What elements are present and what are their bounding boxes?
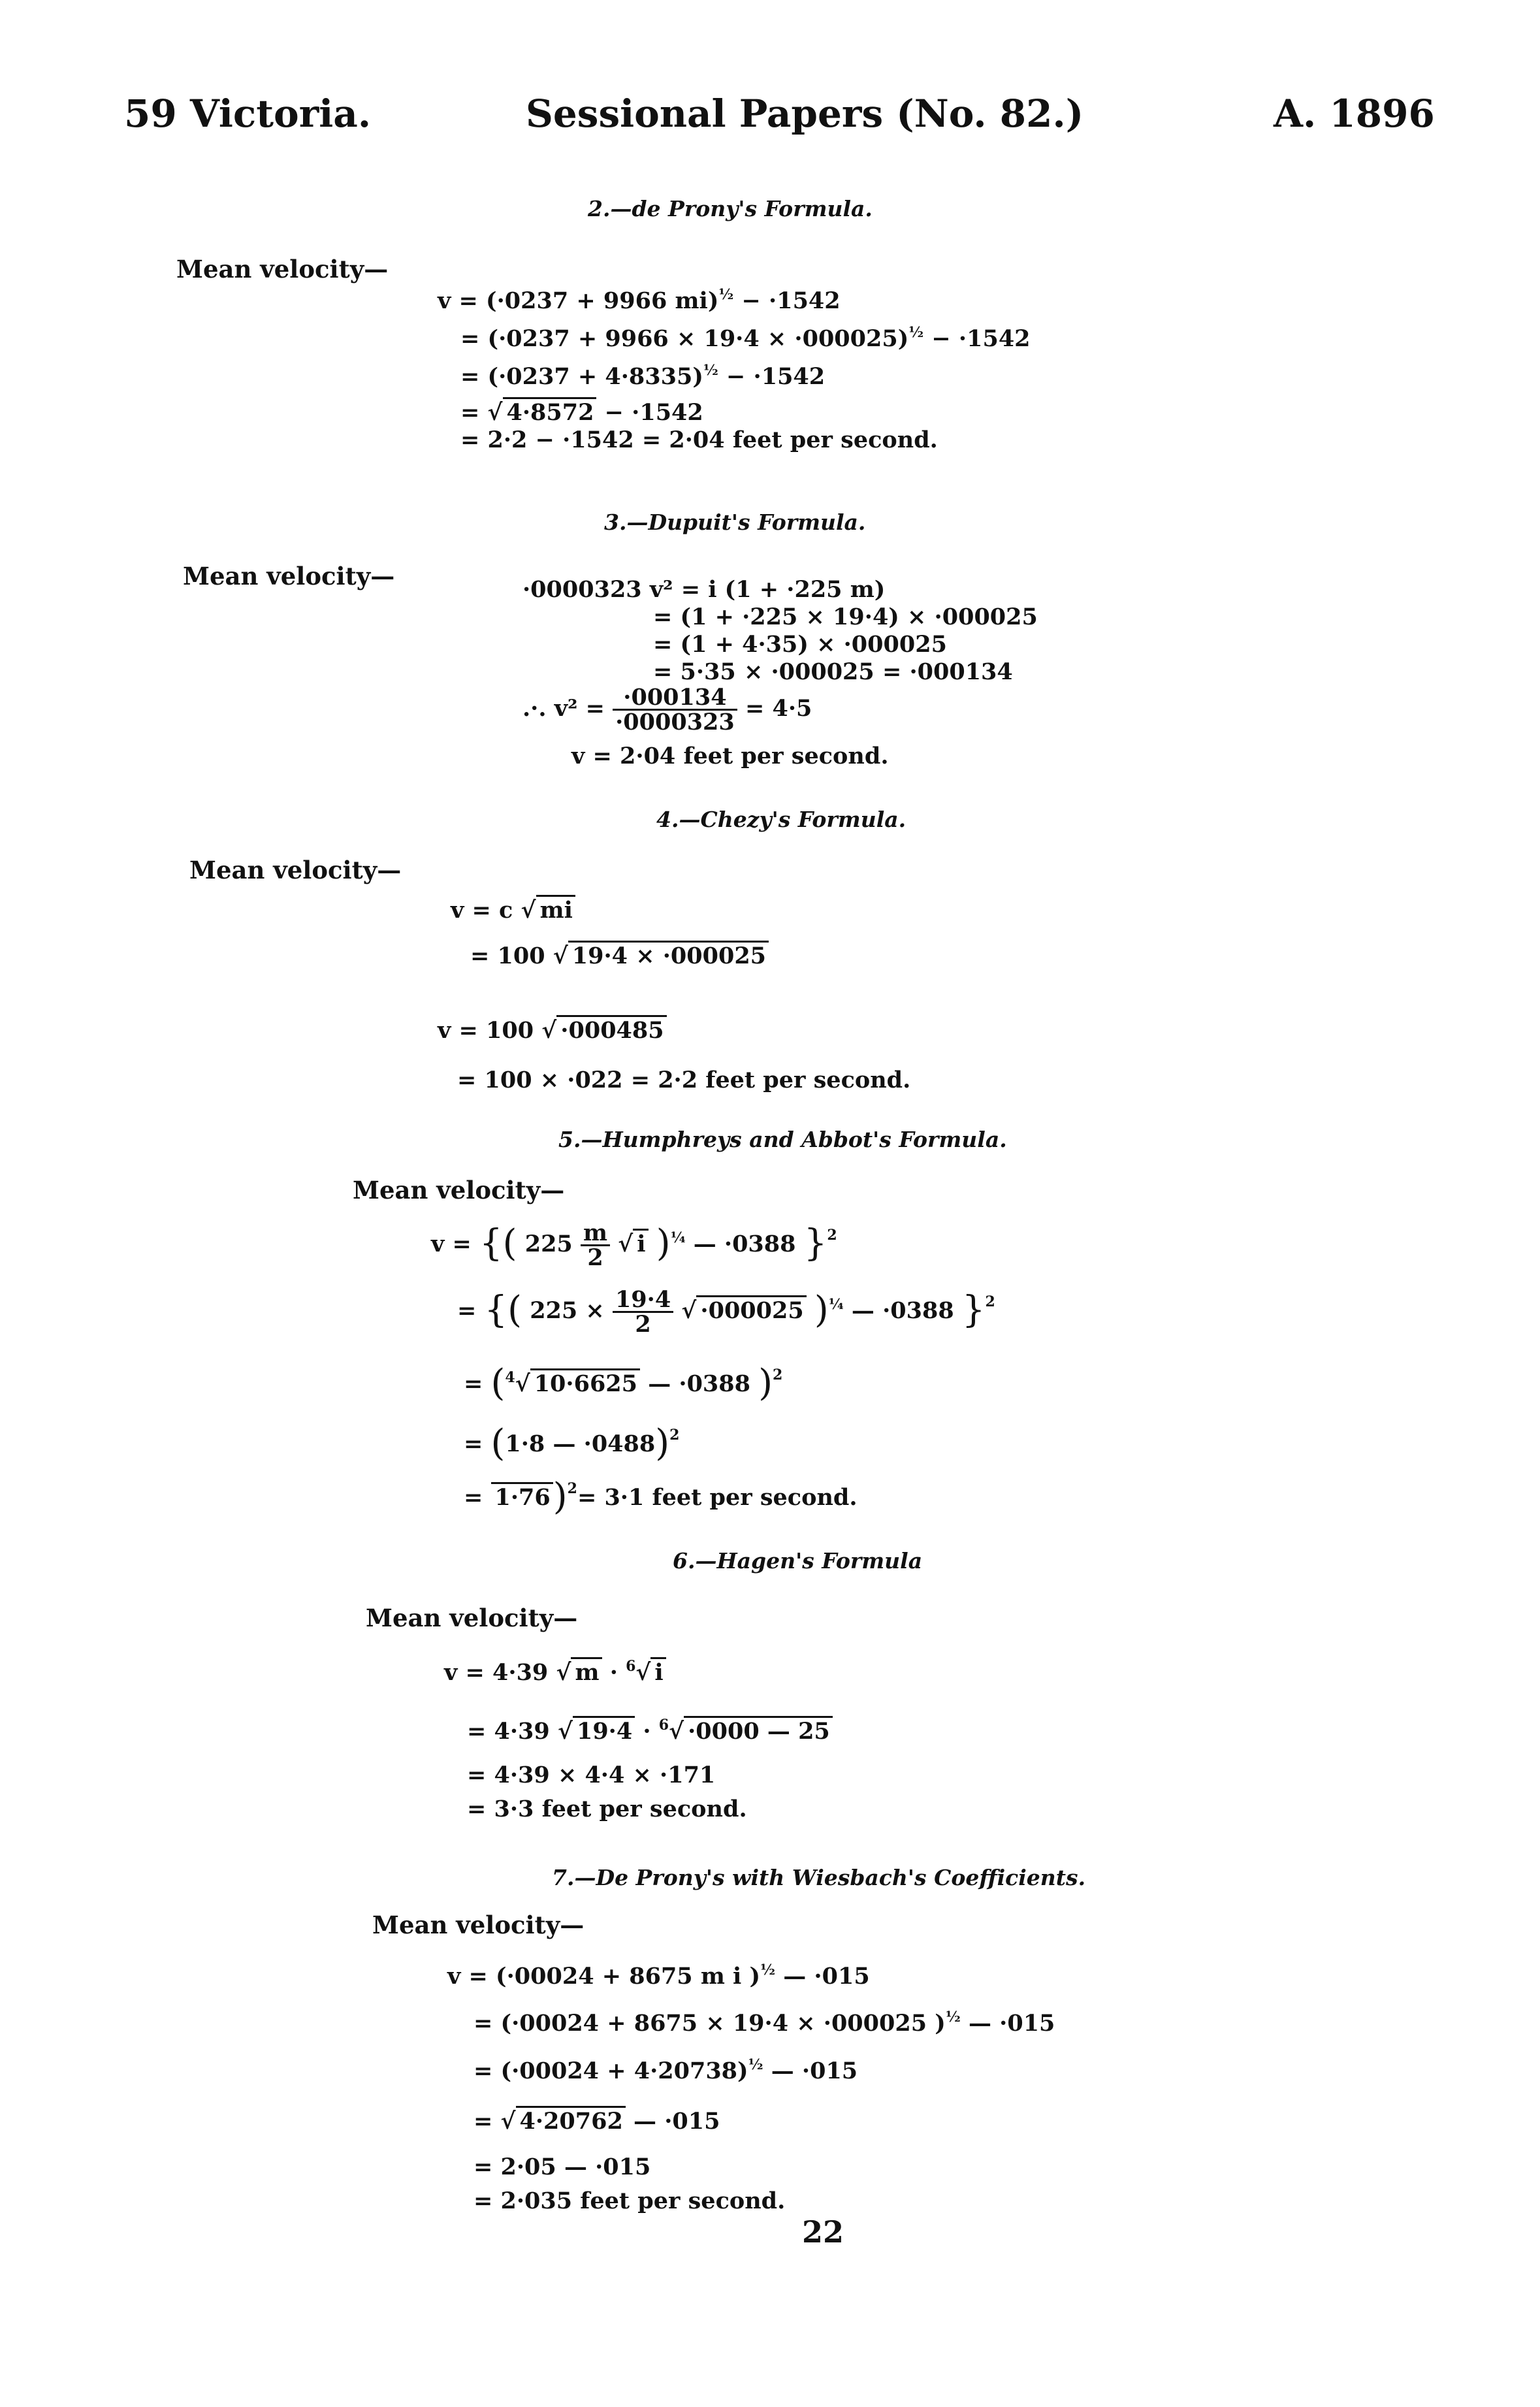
- eq-line: = 5·35 × ·000025 = ·000134: [653, 658, 1013, 685]
- mean-velocity-label: Mean velocity—: [353, 1176, 565, 1204]
- eq-line: = $(\cdot 0237 + 9966 \times 19\cdot 4 \times \cdot 000025)^{\frac{1}{2}} - \cdot 1542$: [460, 324, 1031, 352]
- section-3-title: 3.—Dupuit's Formula.: [604, 509, 866, 535]
- eq-line: = $(\cdot 0237 + 4\cdot 8335)^{\frac{1}{2}} - \cdot 1542$: [460, 362, 826, 390]
- eq-line: = 100 × ·022 = 2·2 feet per second.: [457, 1067, 911, 1093]
- eq-line: v = 2·04 feet per second.: [571, 743, 889, 769]
- eq-line: = 3·3 feet per second.: [467, 1796, 747, 1822]
- header-left: 59 Victoria.: [124, 91, 372, 136]
- eq-line: = ($^4$√ 10·6625 — ·0388 )$^2$: [464, 1362, 783, 1404]
- eq-line: = √ 4·20762 — ·015: [473, 2110, 720, 2133]
- section-5-title: 5.—Humphreys and Abbot's Formula.: [558, 1127, 1007, 1152]
- eq-line: = 4·39 √ 19·4 · $^6$√ ·0000 — 25: [467, 1718, 833, 1743]
- eq-line: = 2·2 − ·1542 = 2·04 feet per second.: [460, 427, 938, 453]
- section-2-title: 2.—de Prony's Formula.: [588, 196, 873, 221]
- page-number: 22: [802, 2214, 844, 2250]
- eq-line: .·. v² = $\frac{\cdot 000134}{\cdot 0000323}$ = 4·5: [522, 684, 812, 735]
- section-4-title: 4.—Chezy's Formula.: [656, 807, 906, 832]
- header-center: Sessional Papers (No. 82.): [526, 91, 1084, 136]
- eq-line: v = c √ mi: [451, 899, 575, 922]
- eq-line: = 100 √ 19·4 × ·000025: [470, 945, 769, 967]
- eq-line: v = {( 225 $\frac{m}{2}$ √ i )$^{\frac{1}{4}}$ — ·0388 }$^2$: [431, 1220, 837, 1271]
- section-6-title: 6.—Hagen's Formula: [673, 1548, 923, 1574]
- mean-velocity-label: Mean velocity—: [366, 1604, 578, 1632]
- eq-line: v = 4·39 √ m · $^6$√ i: [444, 1659, 666, 1684]
- mean-velocity-label: Mean velocity—: [189, 856, 402, 884]
- eq-line: v = 100 √ ·000485: [438, 1019, 667, 1042]
- eq-line: = (1 + 4·35) × ·000025: [653, 631, 947, 658]
- eq-line: = 2·035 feet per second.: [473, 2188, 786, 2214]
- eq-line: = (1 + ·225 × 19·4) × ·000025: [653, 604, 1038, 630]
- eq-line: v = (·00024 + 8675 m i )$^{\frac{1}{2}}$ — ·015: [447, 1962, 870, 1990]
- eq-line: v = (·0237 + 9966 mi)$^{\frac{1}{2}}$ − ·1542: [438, 286, 841, 314]
- mean-velocity-label: Mean velocity—: [183, 562, 395, 590]
- eq-line: = 4·39 × 4·4 × ·171: [467, 1762, 716, 1788]
- section-7-title: 7.—De Prony's with Wiesbach's Coefficients.: [552, 1865, 1086, 1890]
- eq-line: = $(\cdot 00024 + 4\cdot 20738)^{\frac{1}{2}}$ — ·015: [473, 2056, 858, 2084]
- eq-line: = √ 4·8572 − ·1542: [460, 401, 703, 424]
- eq-line: = {( 225 × $\frac{19\cdot 4}{2}$ √ ·000025 )$^{\frac{1}{4}}$ — ·0388 }$^2$: [457, 1286, 995, 1338]
- eq-line: = (·00024 + 8675 × 19·4 × ·000025 )$^{\frac{1}{2}}$ — ·015: [473, 2009, 1055, 2037]
- eq-line: ·0000323 v² = i (1 + ·225 m): [522, 576, 886, 603]
- header-right: A. 1896: [1274, 91, 1435, 136]
- eq-line: = 2·05 — ·015: [473, 2154, 651, 2180]
- mean-velocity-label: Mean velocity—: [176, 255, 389, 283]
- eq-line: = 1·76)$^2$= 3·1 feet per second.: [464, 1476, 858, 1518]
- eq-line: = (1·8 — ·0488)$^2$: [464, 1422, 680, 1464]
- mean-velocity-label: Mean velocity—: [372, 1911, 585, 1939]
